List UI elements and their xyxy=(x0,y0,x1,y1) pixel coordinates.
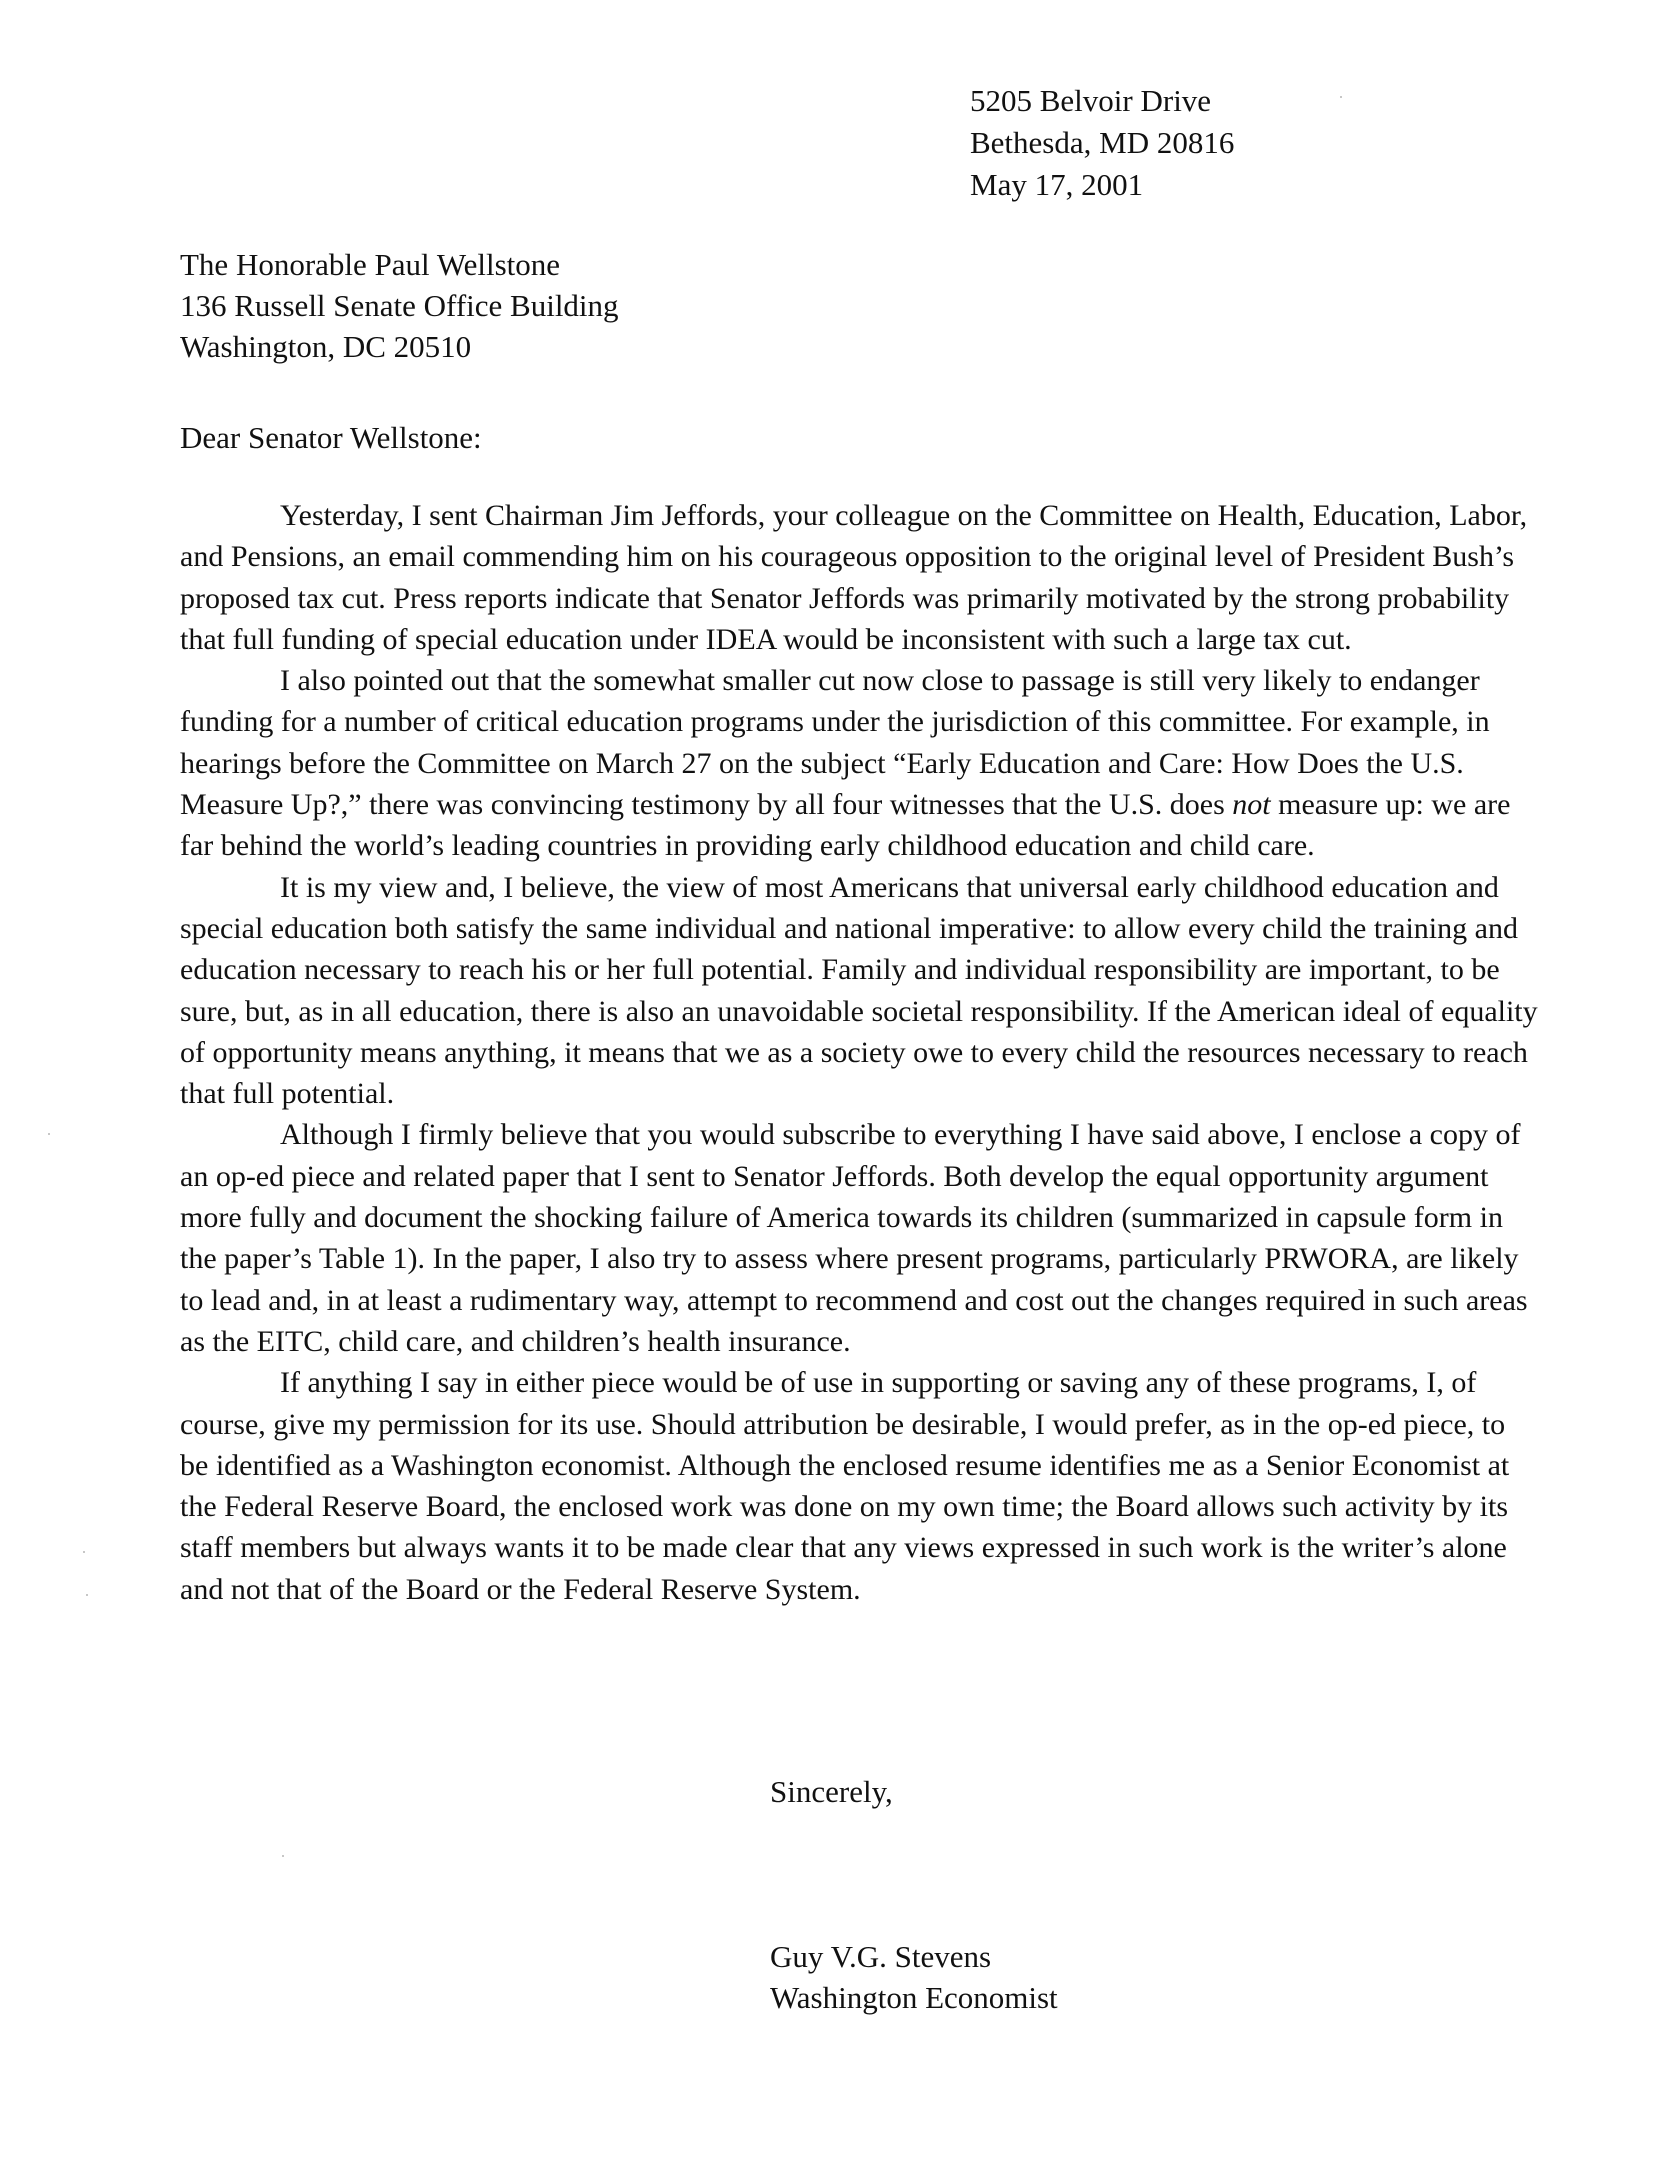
recipient-city-state-zip: Washington, DC 20510 xyxy=(180,329,472,364)
scan-speck xyxy=(83,1551,85,1553)
recipient-name: The Honorable Paul Wellstone xyxy=(180,247,561,282)
paragraph-2-text-before: I also pointed out that the somewhat smaller cut now close to passage is still very likely to endanger funding for a number of critical education programs under the jurisdiction of this committee. For example, in hearings before the Committee on March 27 on the subject “Early Education and Care: How Does the U.S. Measure Up?,” there was convincing testimony by all four witnesses that the U.S. does xyxy=(180,664,1490,822)
signature-block xyxy=(770,1936,1058,2018)
sender-city-state-zip: Bethesda, MD 20816 xyxy=(970,125,1235,160)
paragraph-3: It is my view and, I believe, the view of most Americans that universal early childhood education and special education both satisfy the same individual and national imperative: to allow every child the training and education necessary to reach his or her full potential. Family and individual responsibility are important, to be sure, but, as in all education, there is also an unavoidable societal responsibility. If the American ideal of equality of opportunity means anything, it means that we as a society owe to every child the resources necessary to reach that full potential. xyxy=(180,870,1538,1111)
letter-date: May 17, 2001 xyxy=(970,167,1144,202)
sender-street: 5205 Belvoir Drive xyxy=(970,83,1212,118)
paragraph-2-text-after: measure up: we are far behind the world’s leading countries in providing early childhood education and child care. xyxy=(180,788,1511,863)
paragraph-1: Yesterday, I sent Chairman Jim Jeffords, your colleague on the Committee on Health, Education, Labor, and Pensions, an email commending him on his courageous opposition to the original level of President Bush’s proposed tax cut. Press reports indicate that Senator Jeffords was primarily motivated by the strong probability that full funding of special education under IDEA would be inconsistent with such a large tax cut. xyxy=(180,499,1528,656)
recipient-office: 136 Russell Senate Office Building xyxy=(180,288,619,323)
paragraph-2-emphasis: not xyxy=(1232,788,1271,822)
paragraph-5: If anything I say in either piece would be of use in supporting or saving any of these programs, I, of course, give my permission for its use. Should attribution be desirable, I would prefer, as in the op-ed piece, to be identified as a Washington economist. Although the enclosed resume identifies me as a Senior Economist at the Federal Reserve Board, the enclosed work was done on my own time; the Board allows such activity by its staff members but always wants it to be made clear that any views expressed in such work is the writer’s alone and not that of the Board or the Federal Reserve System. xyxy=(180,1366,1510,1606)
scan-speck xyxy=(86,1594,88,1596)
letter-body xyxy=(180,495,1540,1610)
paragraph-4: Although I firmly believe that you would subscribe to everything I have said above, I enclose a copy of an op-ed piece and related paper that I sent to Senator Jeffords. Both develop the equal opportunity argument more fully and document the shocking failure of America towards its children (summarized in capsule form in the paper’s Table 1). In the paper, I also try to assess where present programs, particularly PRWORA, are likely to lead and, in at least a rudimentary way, attempt to recommend and cost out the changes required in such areas as the EITC, child care, and children’s health insurance. xyxy=(180,1118,1528,1358)
signer-name: Guy V.G. Stevens xyxy=(770,1939,992,1974)
sender-address xyxy=(970,80,1234,206)
recipient-address xyxy=(180,244,619,367)
closing: Sincerely, xyxy=(770,1774,893,1809)
scan-speck xyxy=(48,1133,50,1135)
scan-speck xyxy=(1340,96,1342,98)
salutation: Dear Senator Wellstone: xyxy=(180,420,482,455)
signer-title: Washington Economist xyxy=(770,1980,1058,2015)
paragraph-2 xyxy=(180,660,1540,866)
scan-speck xyxy=(282,1855,284,1857)
